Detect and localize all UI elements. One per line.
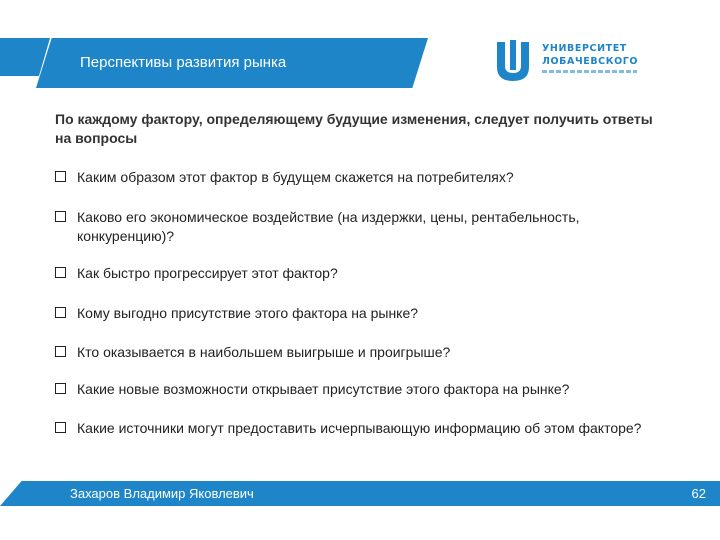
question-item [55, 304, 665, 323]
question-item [55, 419, 665, 438]
question-item [55, 168, 665, 187]
checkbox-bullet-icon [55, 211, 66, 222]
slide-title: Перспективы развития рынка [80, 54, 287, 71]
logo-text-line1: УНИВЕРСИТЕТ [542, 43, 627, 54]
question-text: Какие источники могут предоставить исчерпывающую информацию об этом факторе? [77, 420, 642, 436]
checkbox-bullet-icon [55, 307, 66, 318]
checkbox-bullet-icon [55, 267, 66, 278]
question-text: Как быстро прогрессирует этот фактор? [77, 265, 338, 281]
university-logo [494, 40, 644, 82]
question-text: Кто оказывается в наибольшем выигрыше и проигрыше? [77, 344, 451, 360]
checkbox-bullet-icon [55, 346, 66, 357]
question-text: Каково его экономическое воздействие (на издержки, цены, рентабельность, конкуренцию)? [77, 209, 580, 244]
question-text: Каким образом этот фактор в будущем скажется на потребителях? [77, 169, 514, 185]
question-item [55, 208, 665, 246]
question-item [55, 343, 665, 362]
checkbox-bullet-icon [55, 383, 66, 394]
page-number: 62 [691, 486, 706, 501]
logo-text-line2: ЛОБАЧЕВСКОГО [542, 56, 639, 67]
checkbox-bullet-icon [55, 171, 66, 182]
question-text: Кому выгодно присутствие этого фактора на рынке? [77, 305, 419, 321]
question-item [55, 380, 665, 399]
university-logo-icon [494, 40, 532, 82]
checkbox-bullet-icon [55, 422, 66, 433]
question-item [55, 264, 665, 283]
intro-text: По каждому фактору, определяющему будущие изменения, следует получить ответы на вопросы [55, 111, 653, 146]
logo-subtitle-strip [542, 70, 637, 73]
question-text: Какие новые возможности открывает присутствие этого фактора на рынке? [77, 381, 570, 397]
footer-author: Захаров Владимир Яковлевич [70, 486, 254, 501]
